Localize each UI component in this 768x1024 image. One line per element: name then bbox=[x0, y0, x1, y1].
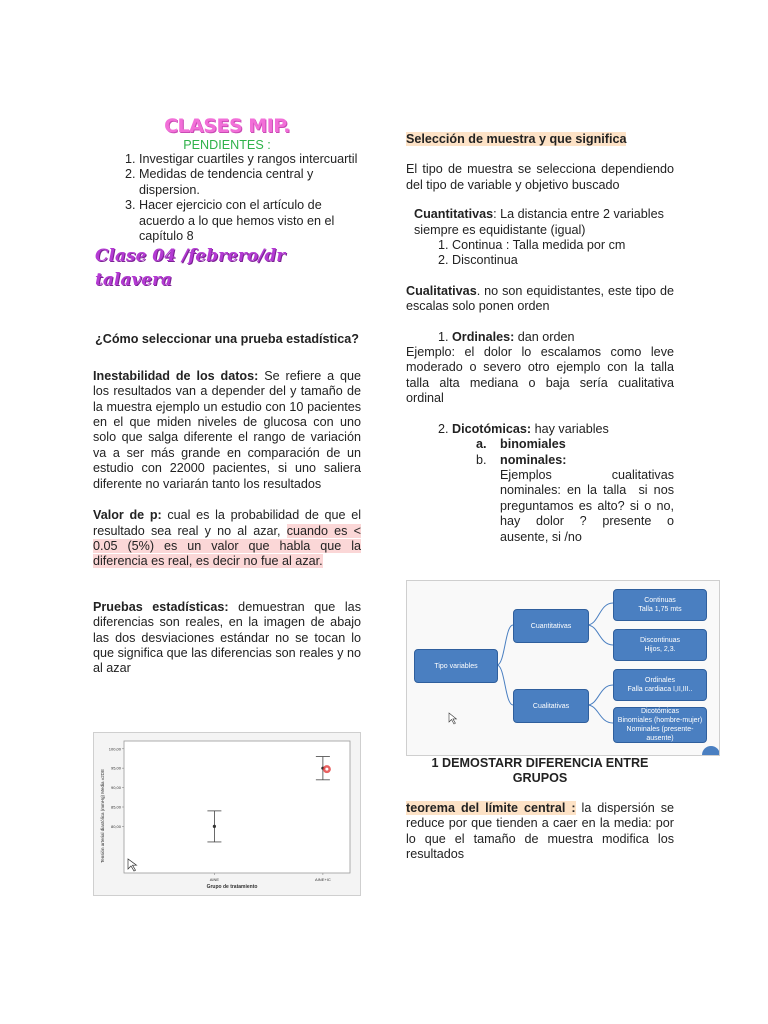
selection-heading bbox=[406, 132, 674, 147]
pvalue-text: cual es la probabilidad de que el resultado sea real y no al azar, bbox=[93, 508, 362, 538]
dico-text: hay variables bbox=[531, 421, 609, 436]
ordinales-text: dan orden bbox=[514, 329, 575, 344]
tests-paragraph bbox=[93, 600, 361, 677]
cuali-text: . no son equidistantes, este tipo de escalas solo ponen orden bbox=[406, 283, 674, 314]
cuanti-list bbox=[406, 238, 674, 269]
variable-types-diagram bbox=[406, 580, 720, 756]
node-discontinuas-title: Discontinuas bbox=[639, 637, 681, 644]
cuali-paragraph bbox=[406, 284, 674, 315]
node-ordinales-title: Ordinales bbox=[645, 677, 675, 684]
node-dicotomicas-title: Dicotómicas bbox=[640, 708, 680, 715]
node-root bbox=[414, 649, 498, 683]
connector-line bbox=[587, 625, 613, 645]
corner-badge bbox=[702, 746, 719, 755]
question-heading: ¿Cómo seleccionar una prueba estadística? bbox=[95, 332, 359, 347]
y-tick-label: 85,00 bbox=[110, 804, 121, 810]
ordinales-label: Ordinales: bbox=[452, 329, 515, 344]
tests-label: Pruebas estadísticas: bbox=[93, 599, 229, 614]
errorbar-chart-figure bbox=[93, 732, 361, 896]
tests-text: demuestran que las diferencias son reales, en la imagen de abajo las dos desviaciones estándar no se tocan lo que significa que las diferencias son reales y no al azar bbox=[93, 599, 361, 676]
pvalue-label: Valor de p: bbox=[93, 508, 162, 523]
node-discontinuas-sub: Hijos, 2,3. bbox=[644, 646, 676, 653]
node-cualitativas bbox=[513, 689, 589, 723]
x-tick-label: AINE bbox=[209, 877, 220, 882]
class-title: Clase 04 /febrero/dr talavera bbox=[95, 246, 286, 291]
connector-line bbox=[587, 603, 613, 625]
errorbar-chart bbox=[94, 733, 360, 895]
cuanti-label: Cuantitativas bbox=[414, 207, 494, 222]
node-dicotomicas-sub1: Binomiales (hombre-mujer) bbox=[617, 717, 703, 724]
dico-sublist bbox=[406, 437, 678, 545]
pending-item: 3. Hacer ejercicio con el artículo de acuerdo a lo que hemos visto en el capítulo 8 bbox=[139, 198, 361, 244]
pending-list bbox=[93, 152, 361, 244]
binomiales-label: binomiales bbox=[500, 437, 566, 452]
ordinales-example: Ejemplo: el dolor lo escalamos como leve moderado o severo otro ejemplo con la talla talla alta mediana o baja sería cualitativa ordinal bbox=[406, 345, 674, 406]
y-tick-label: 90,00 bbox=[110, 785, 121, 791]
ordinales-list bbox=[406, 330, 674, 345]
y-tick-label: 100,00 bbox=[108, 746, 121, 752]
y-tick-label: 80,00 bbox=[110, 823, 121, 829]
node-dicotomicas-sub2: Nominales (presente-ausente) bbox=[626, 726, 694, 742]
nominales-label: nominales: bbox=[500, 452, 567, 467]
node-dicotomicas bbox=[613, 707, 707, 743]
connector-line bbox=[497, 625, 513, 665]
cuanti-item: 1. Continua : Talla medida por cm bbox=[452, 238, 674, 253]
cuanti-paragraph bbox=[414, 207, 674, 238]
connector-line bbox=[587, 705, 613, 723]
pending-item: 1. Investigar cuartiles y rangos intercuartil bbox=[139, 152, 361, 167]
cuanti-text: : La distancia entre 2 variables siempre es equidistante (igual) bbox=[414, 207, 664, 237]
teorema-paragraph bbox=[406, 801, 674, 863]
teorema-text: la dispersión se reduce por que tienden a caer en la media: por lo que el tamaño de muestra modifica los resultados bbox=[406, 800, 674, 862]
selection-heading-text: Selección de muestra y que significa bbox=[406, 132, 627, 146]
node-ordinales bbox=[613, 669, 707, 701]
y-tick-label: 95,00 bbox=[110, 765, 121, 771]
instability-paragraph bbox=[93, 369, 361, 492]
left-column bbox=[93, 114, 361, 677]
x-axis-label: Grupo de tratamiento bbox=[206, 884, 258, 890]
node-cuantitativas bbox=[513, 609, 589, 643]
x-tick-label: AINE+IC bbox=[315, 877, 331, 882]
highlight-marker-center bbox=[325, 768, 328, 771]
pvalue-paragraph bbox=[93, 508, 361, 570]
node-ordinales-sub: Falla cardiaca I,II,III.. bbox=[627, 686, 693, 693]
nominales-item: b. nominales: Ejemplos cualitativas nominales: en la talla si nos preguntamos es alto? si o no, hay dolor ? presente o ausente, si /no bbox=[476, 452, 678, 544]
nominales-text: Ejemplos cualitativas nominales: en la talla si nos preguntamos es alto? si o no, hay dolor ? presente o ausente, si /no bbox=[500, 452, 678, 544]
ordinales-item bbox=[452, 330, 674, 345]
binomiales-item: a. binomiales bbox=[476, 437, 566, 452]
pending-label: PENDIENTES : bbox=[183, 138, 271, 152]
dico-list bbox=[406, 422, 674, 437]
mean-point bbox=[213, 825, 216, 828]
cursor-arrow-icon bbox=[449, 713, 456, 724]
node-root-label: Tipo variables bbox=[434, 662, 478, 670]
connector-line bbox=[497, 665, 513, 705]
node-continuas-title: Continuas bbox=[644, 597, 676, 604]
connector-line bbox=[587, 685, 613, 705]
dico-item bbox=[452, 422, 674, 437]
pvalue-highlight: cuando es < 0.05 (5%) es un valor que habla que la diferencia es real, es decir no fue al azar. bbox=[93, 523, 361, 569]
pending-item: 2. Medidas de tendencia central y dispersion. bbox=[139, 167, 361, 198]
node-continuas bbox=[613, 589, 707, 621]
cuali-label: Cualitativas bbox=[406, 283, 477, 298]
plot-area bbox=[124, 741, 350, 873]
groups-heading: 1 DEMOSTARR DIFERENCIA ENTRE GRUPOS bbox=[431, 756, 649, 786]
right-column bbox=[406, 132, 678, 545]
node-cuantitativas-label: Cuantitativas bbox=[530, 622, 572, 630]
instability-label: Inestabilidad de los datos: bbox=[93, 368, 259, 383]
cuanti-item: 2. Discontinua bbox=[452, 253, 674, 268]
node-cualitativas-label: Cualitativas bbox=[532, 702, 570, 710]
dico-label: Dicotómicas: bbox=[452, 421, 532, 436]
intro-paragraph: El tipo de muestra se selecciona dependiendo del tipo de variable y objetivo buscado bbox=[406, 162, 674, 192]
instability-text: Se refiere a que los resultados van a depender del y tamaño de la muestra ejemplo un estudio con 10 pacientes en el que miden niveles de glucosa con uno solo que salga diferente el rango de variación va a ser más grande en comparación de un estudio con 22000 pacientes, si uno saliera diferente no variarán tanto los resultados bbox=[93, 368, 361, 491]
teorema-label: teorema del límite central : bbox=[406, 800, 576, 815]
node-discontinuas bbox=[613, 629, 707, 661]
title-clases: CLASES MIP. bbox=[164, 115, 290, 137]
node-continuas-sub: Talla 1,75 mts bbox=[638, 606, 682, 613]
right-bottom bbox=[406, 756, 674, 862]
y-axis-label: Tensión arterial diastólica (mmHg) Media ±2DE bbox=[100, 768, 105, 863]
